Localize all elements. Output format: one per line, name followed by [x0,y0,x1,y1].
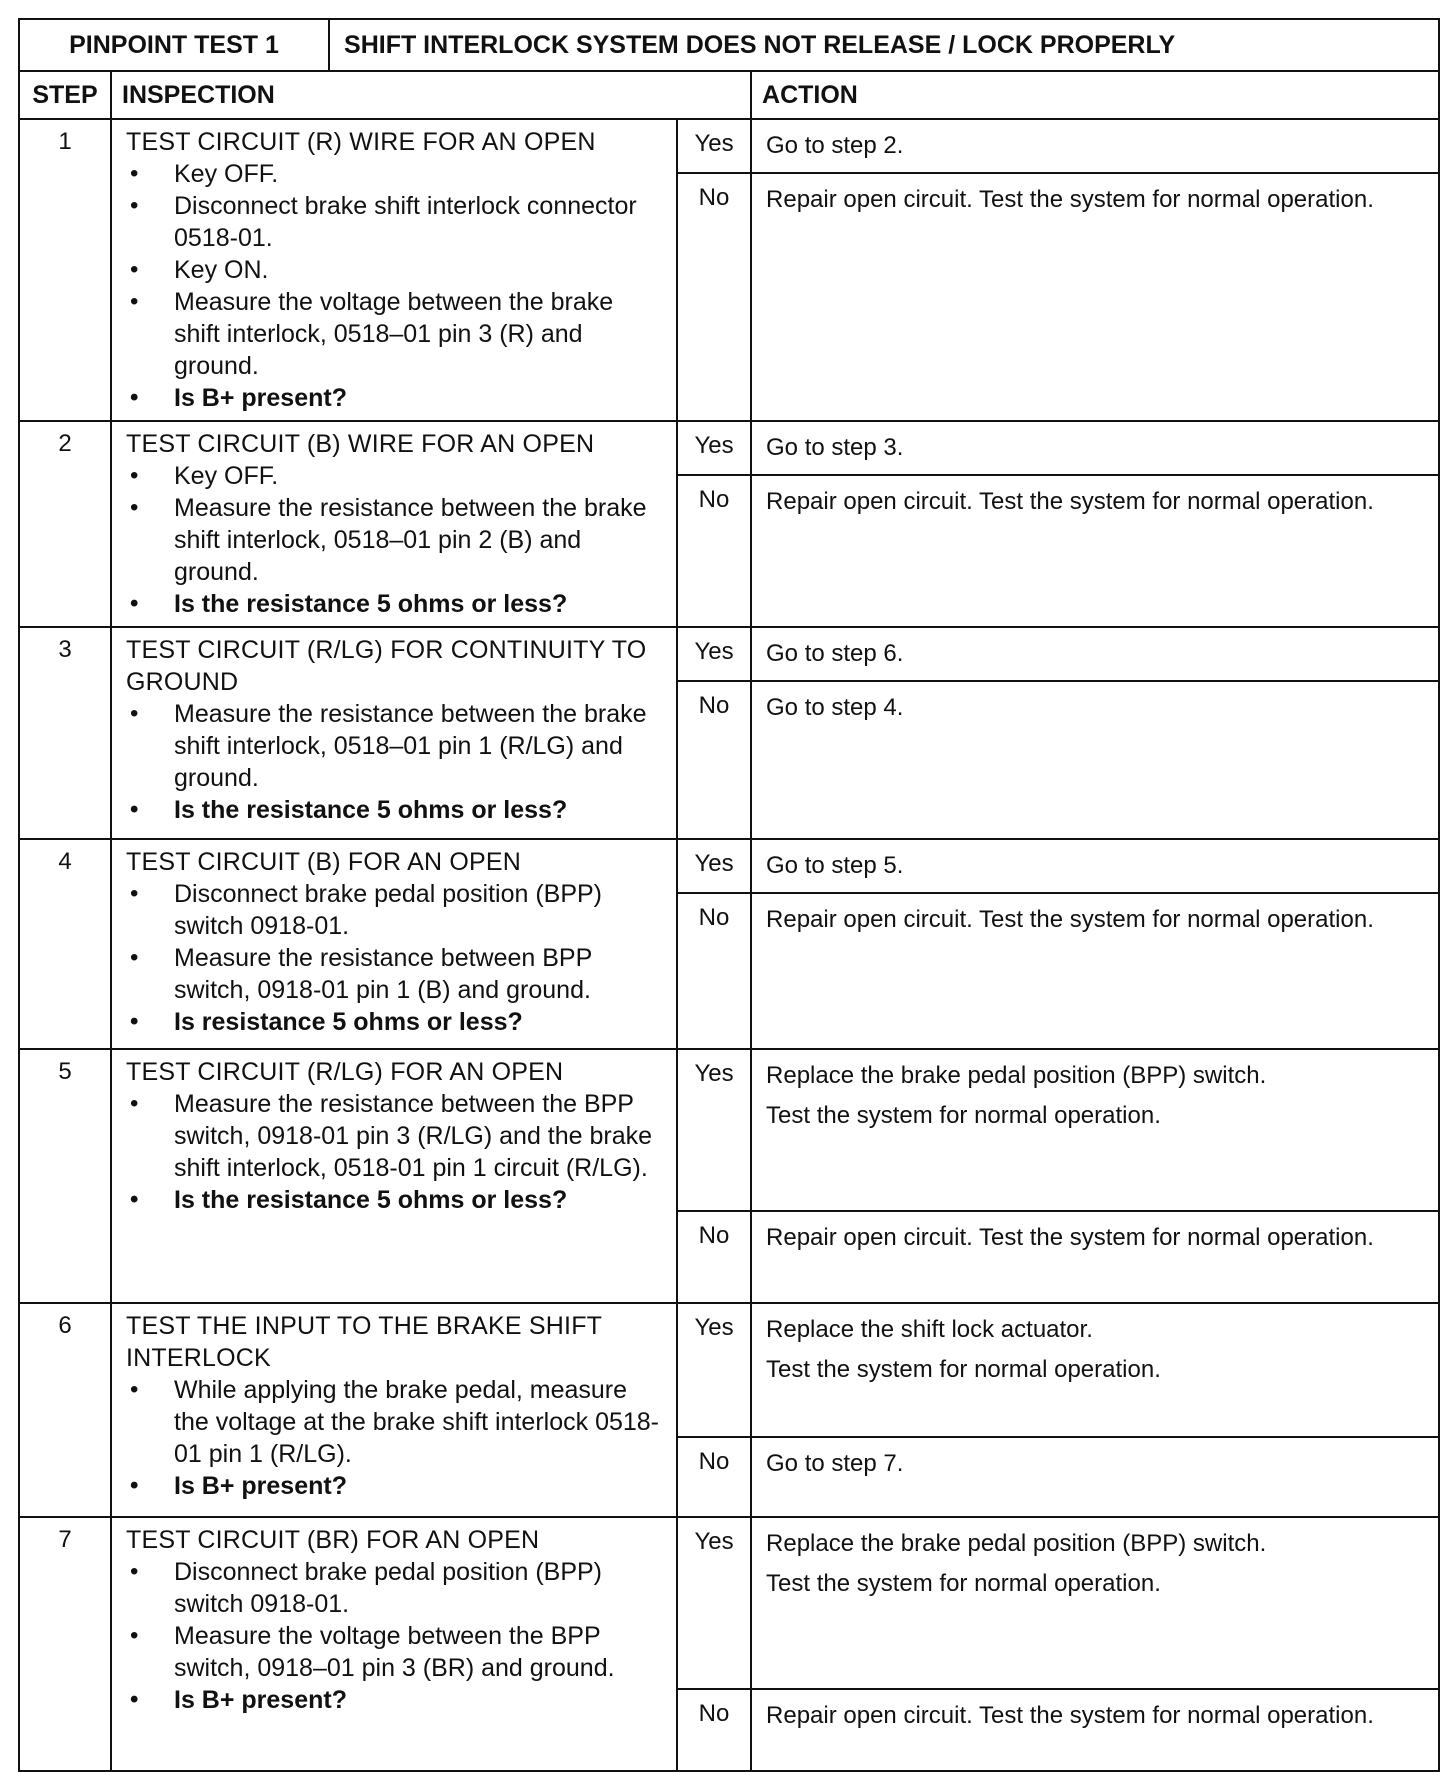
yes-action: Go to step 2. [751,119,1439,173]
no-label: No [677,681,751,839]
yes-action: Go to step 3. [751,421,1439,475]
column-step: STEP [19,71,111,119]
inspection-cell [111,421,677,627]
yes-action: Replace the brake pedal position (BPP) switch. [766,1062,1267,1089]
step-row [19,1517,1439,1689]
yes-action-followup: Test the system for normal operation. [766,1570,1161,1597]
yes-action-followup: Test the system for normal operation. [766,1356,1161,1383]
step-row [19,119,1439,173]
yes-label: Yes [677,119,751,173]
yes-label: Yes [677,1049,751,1211]
yes-action-followup: Test the system for normal operation. [766,1102,1161,1129]
test-label: PINPOINT TEST 1 [19,19,329,71]
yes-action-cell [751,1517,1439,1689]
yes-action: Replace the shift lock actuator. [766,1316,1093,1343]
no-label: No [677,1689,751,1771]
step-row [19,839,1439,893]
step-number: 1 [19,119,111,421]
bullet-item: • Measure the resistance between the BPP switch, 0918-01 pin 3 (R/LG) and the brake shift interlock, 0518-01 pin 1 circuit (R/LG). [126,1088,660,1184]
yes-label: Yes [677,627,751,681]
question: • Is B+ present? [126,1470,660,1502]
no-action: Go to step 4. [751,681,1439,839]
yes-action-cell [751,1303,1439,1437]
no-action: Go to step 7. [751,1437,1439,1517]
bullet-item: • Key ON. [126,254,660,286]
yes-label: Yes [677,1517,751,1689]
inspection-cell [111,1303,677,1517]
inspection-cell [111,1049,677,1303]
pinpoint-test-table [18,18,1440,1772]
step-row [19,627,1439,681]
bullet-item: • Disconnect brake pedal position (BPP) switch 0918-01. [126,878,660,942]
no-label: No [677,475,751,627]
bullet-item: • Measure the resistance between the brake shift interlock, 0518–01 pin 1 (R/LG) and ground. [126,698,660,794]
step-title: TEST CIRCUIT (B) FOR AN OPEN [126,848,521,876]
step-number: 7 [19,1517,111,1771]
no-label: No [677,173,751,421]
inspection-cell [111,627,677,839]
question: • Is B+ present? [126,382,660,414]
yes-action: Go to step 5. [751,839,1439,893]
question: • Is B+ present? [126,1684,660,1716]
bullet-item: • Key OFF. [126,460,660,492]
no-action: Repair open circuit. Test the system for normal operation. [751,893,1439,1049]
column-inspection: INSPECTION [111,71,751,119]
yes-action: Go to step 6. [751,627,1439,681]
step-row [19,421,1439,475]
test-title: SHIFT INTERLOCK SYSTEM DOES NOT RELEASE / LOCK PROPERLY [329,19,1439,71]
column-header-row [19,71,1439,119]
bullet-item: • Measure the resistance between BPP switch, 0918-01 pin 1 (B) and ground. [126,942,660,1006]
bullet-item: • Measure the voltage between the BPP switch, 0918–01 pin 3 (BR) and ground. [126,1620,660,1684]
step-title: TEST CIRCUIT (BR) FOR AN OPEN [126,1526,540,1554]
step-row [19,1303,1439,1437]
step-number: 6 [19,1303,111,1517]
no-action: Repair open circuit. Test the system for normal operation. [751,1211,1439,1303]
no-label: No [677,1437,751,1517]
question: • Is resistance 5 ohms or less? [126,1006,660,1038]
yes-action: Replace the brake pedal position (BPP) switch. [766,1530,1267,1557]
yes-label: Yes [677,1303,751,1437]
column-action: ACTION [751,71,1439,119]
yes-label: Yes [677,839,751,893]
bullet-item: • Measure the voltage between the brake shift interlock, 0518–01 pin 3 (R) and ground. [126,286,660,382]
step-title: TEST THE INPUT TO THE BRAKE SHIFT INTERLOCK [126,1312,602,1372]
title-row [19,19,1439,71]
no-label: No [677,893,751,1049]
step-number: 4 [19,839,111,1049]
step-number: 2 [19,421,111,627]
step-row [19,1049,1439,1211]
step-title: TEST CIRCUIT (B) WIRE FOR AN OPEN [126,430,595,458]
inspection-cell [111,1517,677,1771]
bullet-item: • While applying the brake pedal, measure the voltage at the brake shift interlock 0518-01 pin 1 (R/LG). [126,1374,660,1470]
yes-label: Yes [677,421,751,475]
step-title: TEST CIRCUIT (R/LG) FOR AN OPEN [126,1058,564,1086]
yes-action-cell [751,1049,1439,1211]
no-label: No [677,1211,751,1303]
bullet-item: • Disconnect brake pedal position (BPP) switch 0918-01. [126,1556,660,1620]
question: • Is the resistance 5 ohms or less? [126,588,660,620]
step-number: 3 [19,627,111,839]
no-action: Repair open circuit. Test the system for normal operation. [751,1689,1439,1771]
step-number: 5 [19,1049,111,1303]
no-action: Repair open circuit. Test the system for normal operation. [751,475,1439,627]
bullet-item: • Measure the resistance between the brake shift interlock, 0518–01 pin 2 (B) and ground. [126,492,660,588]
step-title: TEST CIRCUIT (R/LG) FOR CONTINUITY TO GROUND [126,636,647,696]
bullet-item: • Key OFF. [126,158,660,190]
step-title: TEST CIRCUIT (R) WIRE FOR AN OPEN [126,128,596,156]
inspection-cell [111,839,677,1049]
no-action: Repair open circuit. Test the system for normal operation. [751,173,1439,421]
question: • Is the resistance 5 ohms or less? [126,1184,660,1216]
inspection-cell [111,119,677,421]
bullet-item: • Disconnect brake shift interlock connector 0518-01. [126,190,660,254]
pinpoint-test-sheet [18,18,1438,1772]
question: • Is the resistance 5 ohms or less? [126,794,660,826]
